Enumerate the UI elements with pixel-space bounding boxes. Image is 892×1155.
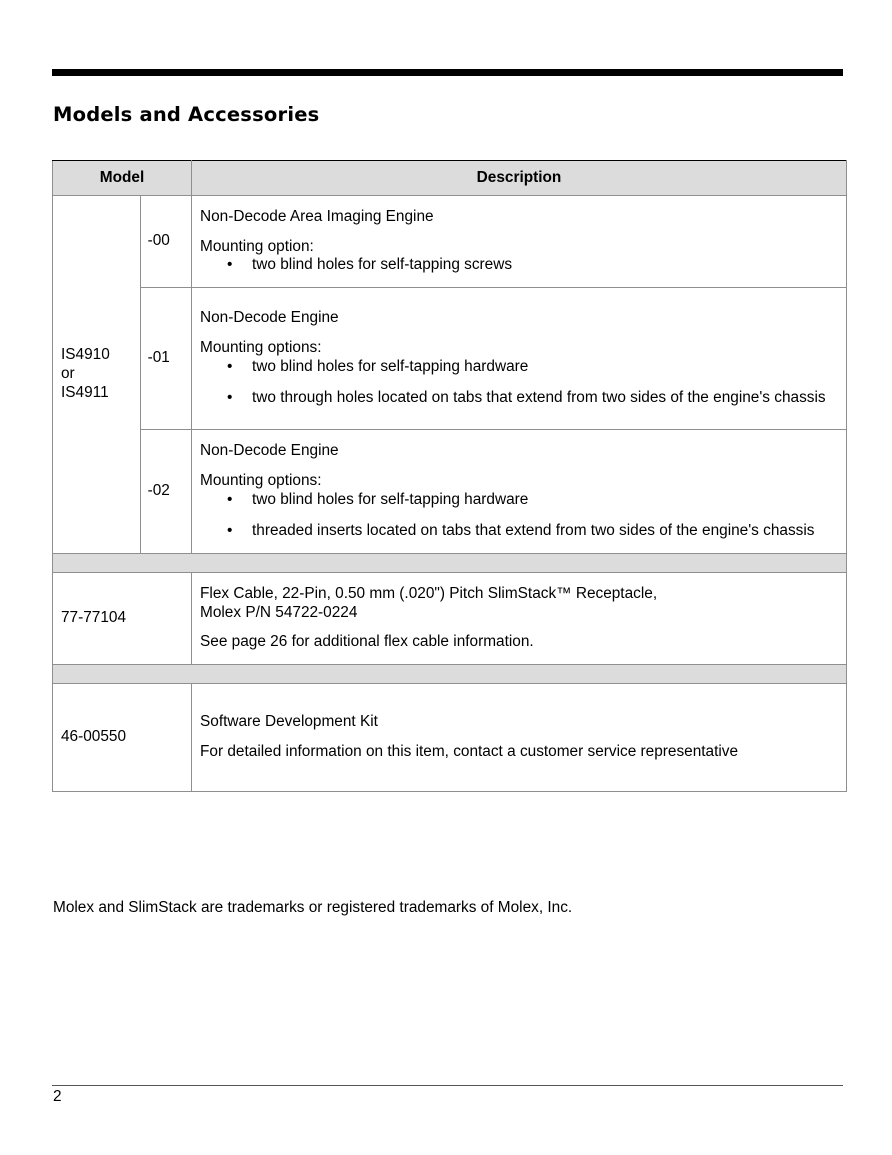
models-table — [52, 160, 847, 792]
engine-model-line: or — [61, 365, 75, 383]
mounting-label: Mounting option: — [200, 237, 314, 255]
flex-cable-line2: Molex P/N 54722-0224 — [200, 603, 358, 621]
engine-model-line: IS4911 — [61, 383, 109, 401]
table-row — [53, 288, 847, 430]
model-column-header: Model — [53, 161, 192, 196]
mounting-options-list — [200, 491, 838, 541]
mounting-option: • two through holes located on tabs that extend from two sides of the engine's chassis — [200, 389, 838, 408]
spacer-cell — [53, 554, 847, 573]
page-number: 2 — [53, 1088, 62, 1105]
variant-name: Non-Decode Engine — [200, 442, 339, 460]
sdk-note: For detailed information on this item, contact a customer service representative — [200, 743, 739, 760]
variant-name: Non-Decode Engine — [200, 309, 339, 327]
variant-suffix: -00 — [140, 196, 191, 288]
variant-suffix: -01 — [140, 288, 191, 430]
sdk-description — [192, 684, 847, 792]
flex-cable-model: 77-77104 — [53, 573, 192, 665]
table-row — [53, 430, 847, 554]
description-column-header: Description — [192, 161, 847, 196]
flex-cable-description — [192, 573, 847, 665]
spacer-cell — [53, 665, 847, 684]
mounting-option: • two blind holes for self-tapping hardware — [200, 491, 838, 510]
mounting-label: Mounting options: — [200, 339, 322, 357]
spacer-row — [53, 554, 847, 573]
flex-cable-note: See page 26 for additional flex cable information. — [200, 633, 534, 651]
mounting-option: • two blind holes for self-tapping hardware — [200, 358, 838, 377]
mounting-options-list — [200, 358, 838, 408]
mounting-label: Mounting options: — [200, 472, 322, 490]
sdk-model: 46-00550 — [53, 684, 192, 792]
variant-name: Non-Decode Area Imaging Engine — [200, 207, 434, 225]
variant-description — [192, 196, 847, 288]
variant-description — [192, 288, 847, 430]
table-row — [53, 684, 847, 792]
engine-model-cell — [53, 196, 141, 554]
mounting-options-list — [200, 256, 838, 275]
trademark-footnote: Molex and SlimStack are trademarks or registered trademarks of Molex, Inc. — [53, 899, 573, 916]
page-title: Models and Accessories — [53, 103, 320, 126]
variant-description — [192, 430, 847, 554]
top-rule — [52, 69, 843, 76]
sdk-name: Software Development Kit — [200, 713, 378, 731]
table-header-row — [53, 161, 847, 196]
engine-model-line: IS4910 — [61, 346, 110, 364]
flex-cable-desc-block — [200, 585, 838, 623]
mounting-option: • two blind holes for self-tapping screws — [200, 256, 838, 275]
table-row — [53, 196, 847, 288]
spacer-row — [53, 665, 847, 684]
variant-suffix: -02 — [140, 430, 191, 554]
mounting-option: • threaded inserts located on tabs that extend from two sides of the engine's chassis — [200, 522, 838, 541]
flex-cable-line1: Flex Cable, 22-Pin, 0.50 mm (.020") Pitch SlimStack™ Receptacle, — [200, 584, 658, 602]
footer-rule — [52, 1085, 843, 1086]
table-row — [53, 573, 847, 665]
